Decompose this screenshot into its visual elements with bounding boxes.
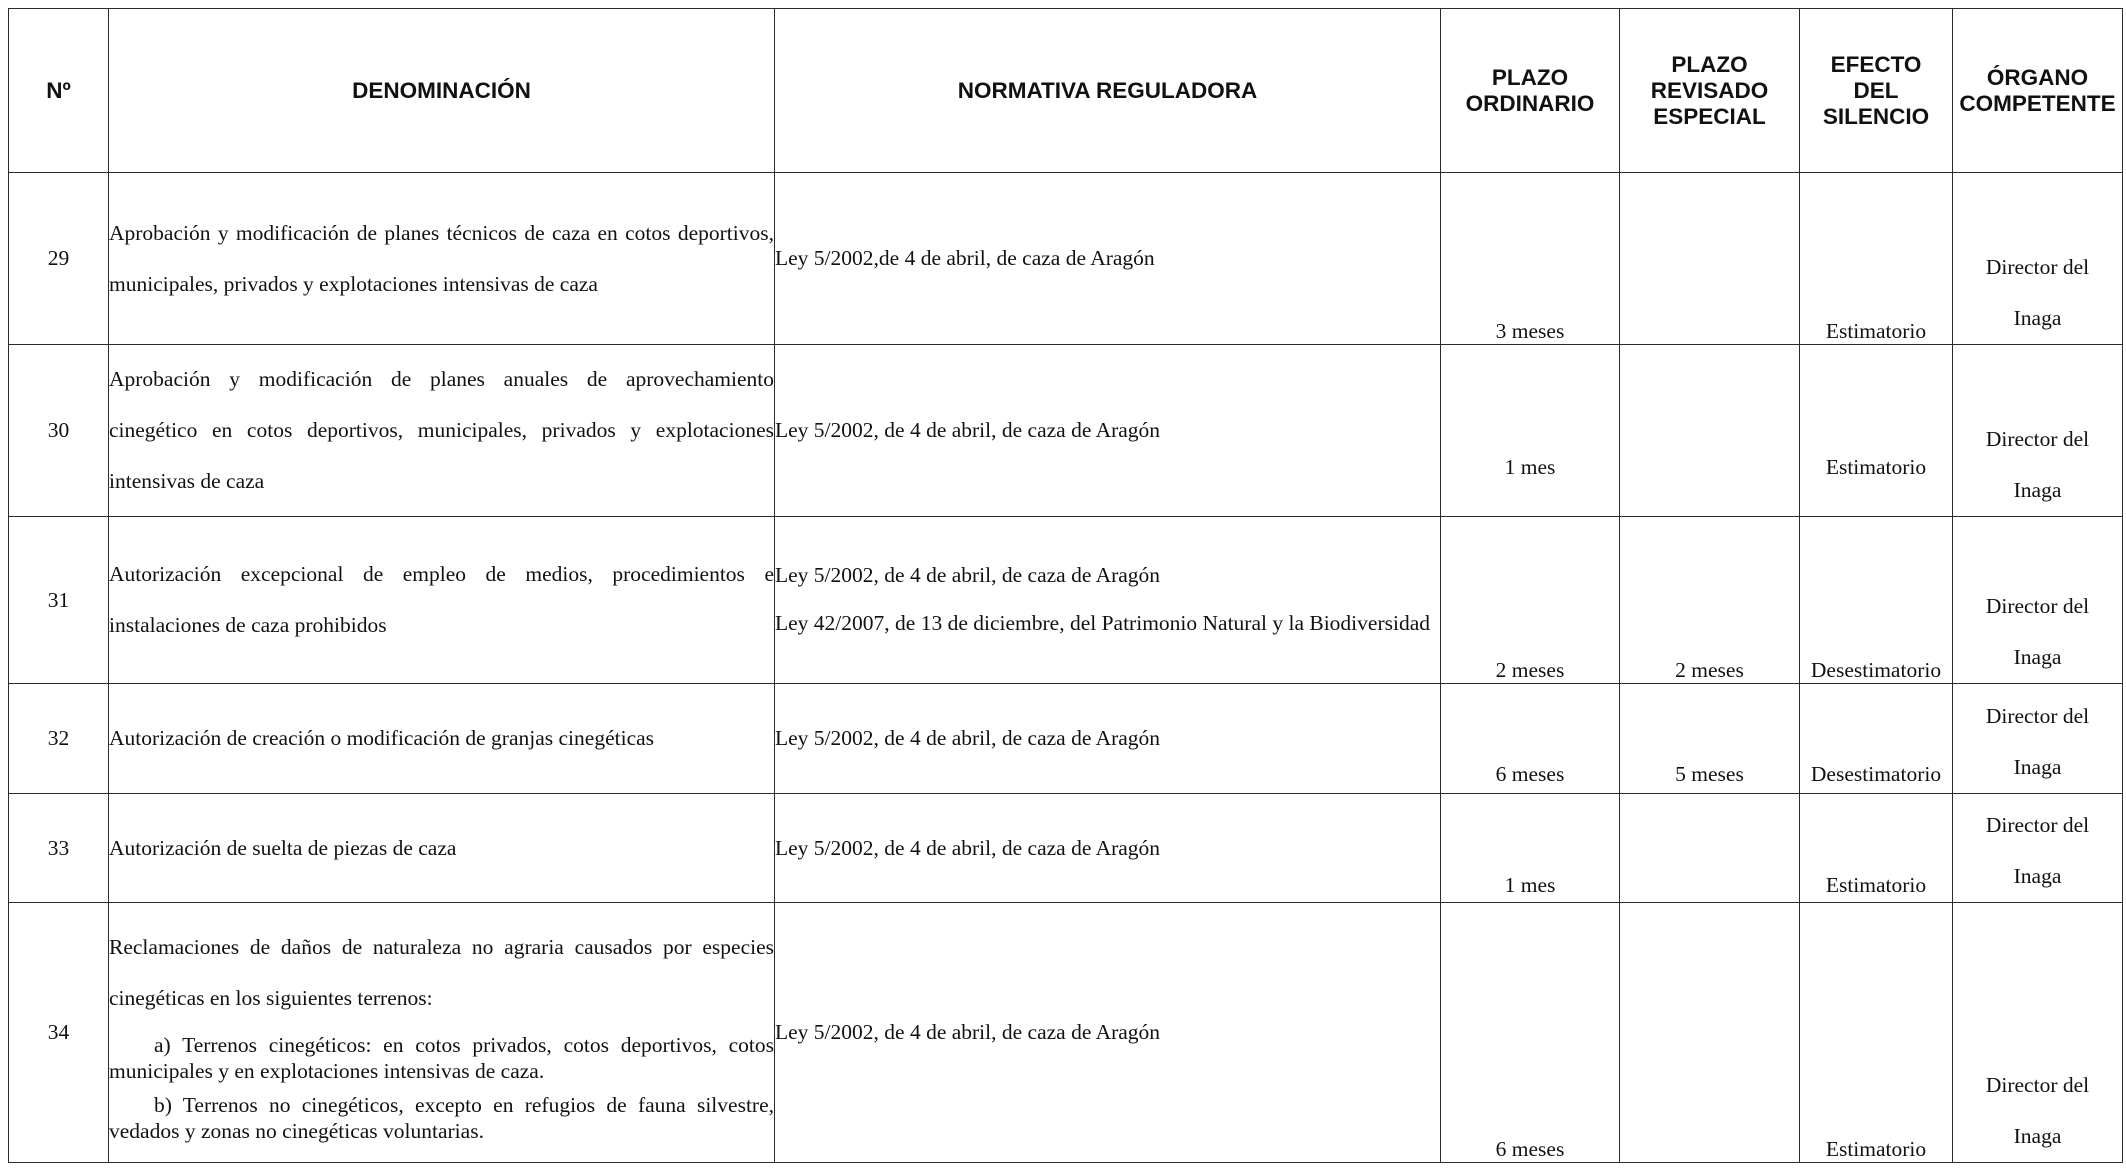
denominacion-text: Aprobación y modificación de planes anuales de aprovechamiento cinegético en cotos deportivos, municipales, privados y explotaciones intensivas de caza — [109, 367, 774, 493]
denominacion-text: Autorización de creación o modificación de granjas cinegéticas — [109, 726, 655, 750]
normativa-cell — [775, 173, 1441, 345]
denominacion-cell — [109, 794, 775, 903]
header-plazo-revisado-line: REVISADO — [1650, 77, 1769, 103]
normativa-text: Ley 5/2002, de 4 de abril, de caza de Aragón — [775, 562, 1161, 587]
organo-line: Inaga — [2013, 478, 2062, 502]
row-number: 32 — [9, 684, 109, 794]
organo-line: Director del — [1985, 1073, 2090, 1097]
header-organo — [1953, 9, 2123, 173]
denominacion-cell — [109, 345, 775, 517]
normativa-cell — [775, 903, 1441, 1163]
table-row — [9, 173, 2123, 345]
header-efecto-line: EFECTO — [1830, 51, 1922, 77]
normativa-cell — [775, 794, 1441, 903]
organo-line: Director del — [1985, 704, 2090, 728]
plazo-ordinario-cell: 3 meses — [1441, 173, 1620, 345]
plazo-revisado-cell — [1620, 903, 1800, 1163]
plazo-ordinario-cell: 1 mes — [1441, 345, 1620, 517]
normativa-cell — [775, 684, 1441, 794]
normativa-cell — [775, 517, 1441, 684]
denominacion-text: Reclamaciones de daños de naturaleza no agraria causados por especies cinegéticas en los siguientes terrenos: — [109, 934, 774, 1010]
denominacion-subitem: b) Terrenos no cinegéticos, excepto en refugios de fauna silvestre, vedados y zonas no cinegéticas voluntarias. — [109, 1092, 774, 1143]
table-row — [9, 517, 2123, 684]
denominacion-subitem: a) Terrenos cinegéticos: en cotos privados, cotos deportivos, cotos municipales y en explotaciones intensivas de caza. — [109, 1032, 774, 1083]
denominacion-text: Autorización excepcional de empleo de medios, procedimientos e instalaciones de caza prohibidos — [109, 562, 774, 637]
header-efecto-line: DEL — [1853, 77, 1899, 103]
header-organo-line: ÓRGANO — [1986, 64, 2089, 90]
organo-line: Inaga — [2013, 306, 2062, 330]
organo-cell — [1953, 794, 2123, 903]
table-row — [9, 794, 2123, 903]
plazo-ordinario-cell: 2 meses — [1441, 517, 1620, 684]
organo-line: Director del — [1985, 813, 2090, 837]
header-plazo-ordinario-line: ORDINARIO — [1465, 90, 1595, 116]
denominacion-cell — [109, 684, 775, 794]
row-number: 33 — [9, 794, 109, 903]
organo-line: Director del — [1985, 594, 2090, 618]
organo-line: Inaga — [2013, 645, 2062, 669]
organo-cell — [1953, 684, 2123, 794]
plazo-revisado-cell — [1620, 345, 1800, 517]
organo-line: Inaga — [2013, 1124, 2062, 1148]
organo-line: Director del — [1985, 255, 2090, 279]
procedures-table — [8, 8, 2123, 1163]
normativa-text: Ley 5/2002, de 4 de abril, de caza de Aragón — [775, 726, 1161, 750]
organo-line: Director del — [1985, 427, 2090, 451]
plazo-revisado-cell — [1620, 173, 1800, 345]
header-normativa: NORMATIVA REGULADORA — [775, 9, 1441, 173]
plazo-ordinario-cell: 6 meses — [1441, 684, 1620, 794]
row-number: 34 — [9, 903, 109, 1163]
normativa-text: Ley 5/2002, de 4 de abril, de caza de Aragón — [775, 835, 1161, 860]
header-row — [9, 9, 2123, 173]
header-plazo-revisado-line: PLAZO — [1671, 51, 1748, 77]
denominacion-cell — [109, 903, 775, 1163]
efecto-silencio-cell: Desestimatorio — [1800, 517, 1953, 684]
efecto-silencio-cell: Estimatorio — [1800, 173, 1953, 345]
row-number: 29 — [9, 173, 109, 345]
header-organo-line: COMPETENTE — [1959, 90, 2116, 116]
row-number: 30 — [9, 345, 109, 517]
efecto-silencio-cell: Estimatorio — [1800, 903, 1953, 1163]
denominacion-cell — [109, 517, 775, 684]
plazo-ordinario-cell: 6 meses — [1441, 903, 1620, 1163]
table-row — [9, 345, 2123, 517]
table-row — [9, 903, 2123, 1163]
header-denominacion: DENOMINACIÓN — [109, 9, 775, 173]
plazo-revisado-cell: 2 meses — [1620, 517, 1800, 684]
organo-cell — [1953, 903, 2123, 1163]
header-plazo-ordinario — [1441, 9, 1620, 173]
normativa-text: Ley 5/2002,de 4 de abril, de caza de Aragón — [775, 246, 1155, 270]
organo-line: Inaga — [2013, 864, 2062, 888]
efecto-silencio-cell: Estimatorio — [1800, 345, 1953, 517]
header-plazo-revisado — [1620, 9, 1800, 173]
header-efecto — [1800, 9, 1953, 173]
header-efecto-line: SILENCIO — [1822, 103, 1930, 129]
denominacion-text: Autorización de suelta de piezas de caza — [109, 835, 457, 860]
denominacion-cell — [109, 173, 775, 345]
plazo-ordinario-cell: 1 mes — [1441, 794, 1620, 903]
efecto-silencio-cell: Estimatorio — [1800, 794, 1953, 903]
plazo-revisado-cell: 5 meses — [1620, 684, 1800, 794]
organo-cell — [1953, 173, 2123, 345]
header-plazo-ordinario-line: PLAZO — [1491, 64, 1569, 90]
organo-cell — [1953, 345, 2123, 517]
normativa-text: Ley 5/2002, de 4 de abril, de caza de Aragón — [775, 1020, 1161, 1044]
row-number: 31 — [9, 517, 109, 684]
efecto-silencio-cell: Desestimatorio — [1800, 684, 1953, 794]
organo-line: Inaga — [2013, 755, 2062, 779]
organo-cell — [1953, 517, 2123, 684]
normativa-text: Ley 42/2007, de 13 de diciembre, del Patrimonio Natural y la Biodiversidad — [775, 610, 1430, 635]
table-row — [9, 684, 2123, 794]
plazo-revisado-cell — [1620, 794, 1800, 903]
denominacion-text: Aprobación y modificación de planes técnicos de caza en cotos deportivos, municipales, privados y explotaciones intensivas de caza — [109, 220, 774, 296]
normativa-cell — [775, 345, 1441, 517]
header-plazo-revisado-line: ESPECIAL — [1653, 103, 1766, 129]
header-num: Nº — [9, 9, 109, 173]
normativa-text: Ley 5/2002, de 4 de abril, de caza de Aragón — [775, 418, 1161, 442]
